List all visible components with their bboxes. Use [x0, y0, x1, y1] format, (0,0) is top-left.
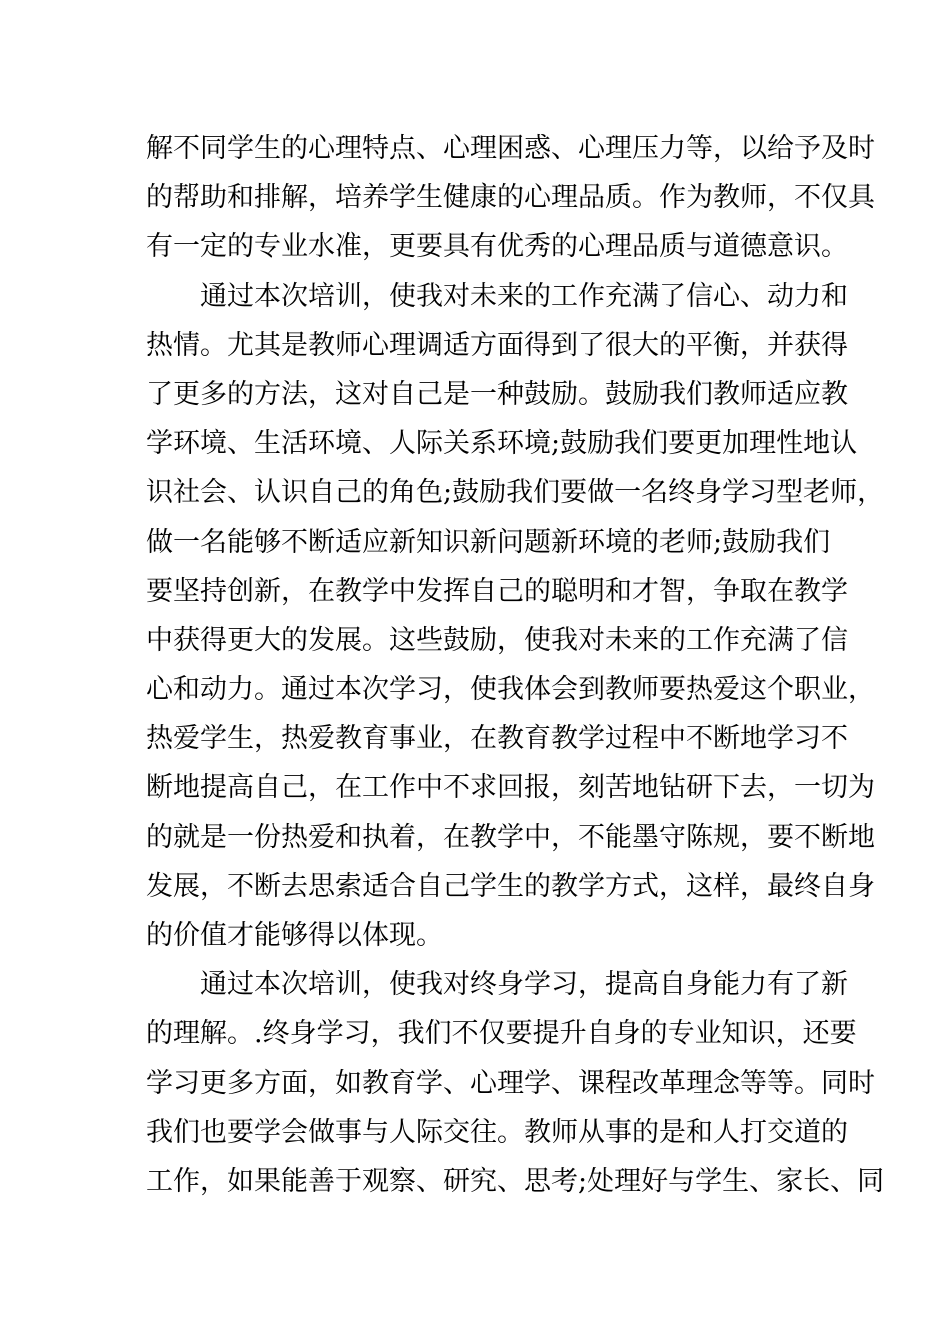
text-line: 了更多的方法，这对自己是一种鼓励。鼓励我们教师适应教 [146, 378, 848, 410]
text-line: 的就是一份热爱和执着，在教学中，不能墨守陈规，要不断地 [146, 821, 875, 853]
text-line: 热爱学生，热爱教育事业，在教育教学过程中不断地学习不 [146, 723, 848, 755]
text-line: 工作，如果能善于观察、研究、思考;处理好与学生、家长、同 [146, 1165, 885, 1197]
text-line: 的价值才能够得以体现。 [146, 920, 443, 951]
text-line: 要坚持创新，在教学中发挥自己的聪明和才智，争取在教学 [146, 575, 848, 607]
text-line: 解不同学生的心理特点、心理困惑、心理压力等，以给予及时 [146, 133, 875, 164]
text-line: 心和动力。通过本次学习，使我体会到教师要热爱这个职业， [146, 674, 875, 706]
text-line: 断地提高自己，在工作中不求回报，刻苦地钻研下去，一切为 [146, 772, 875, 804]
text-line: 有一定的专业水准，更要具有优秀的心理品质与道德意识。 [146, 231, 848, 263]
text-line: 识社会、认识自己的角色;鼓励我们要做一名终身学习型老师， [146, 477, 885, 509]
text-line: 学环境、生活环境、人际关系环境;鼓励我们要更加理性地认 [146, 428, 858, 460]
text-line: 学习更多方面，如教育学、心理学、课程改革理念等等。同时 [146, 1067, 875, 1099]
body-text [146, 124, 885, 1206]
text-line: 的理解。.终身学习，我们不仅要提升自身的专业知识，还要 [146, 1018, 857, 1050]
text-line: 做一名能够不断适应新知识新问题新环境的老师;鼓励我们 [146, 526, 831, 558]
text-line: 中获得更大的发展。这些鼓励，使我对未来的工作充满了信 [146, 624, 848, 656]
text-line: 我们也要学会做事与人际交往。教师从事的是和人打交道的 [146, 1116, 848, 1148]
text-line: 发展，不断去思索适合自己学生的教学方式，这样，最终自身 [146, 870, 875, 902]
paragraph-start-line: 通过本次培训，使我对终身学习，提高自身能力有了新 [200, 969, 848, 1001]
text-line: 热情。尤其是教师心理调适方面得到了很大的平衡，并获得 [146, 329, 848, 361]
text-line: 的帮助和排解，培养学生健康的心理品质。作为教师，不仅具 [146, 182, 875, 214]
paragraph-start-line: 通过本次培训，使我对未来的工作充满了信心、动力和 [200, 280, 848, 312]
